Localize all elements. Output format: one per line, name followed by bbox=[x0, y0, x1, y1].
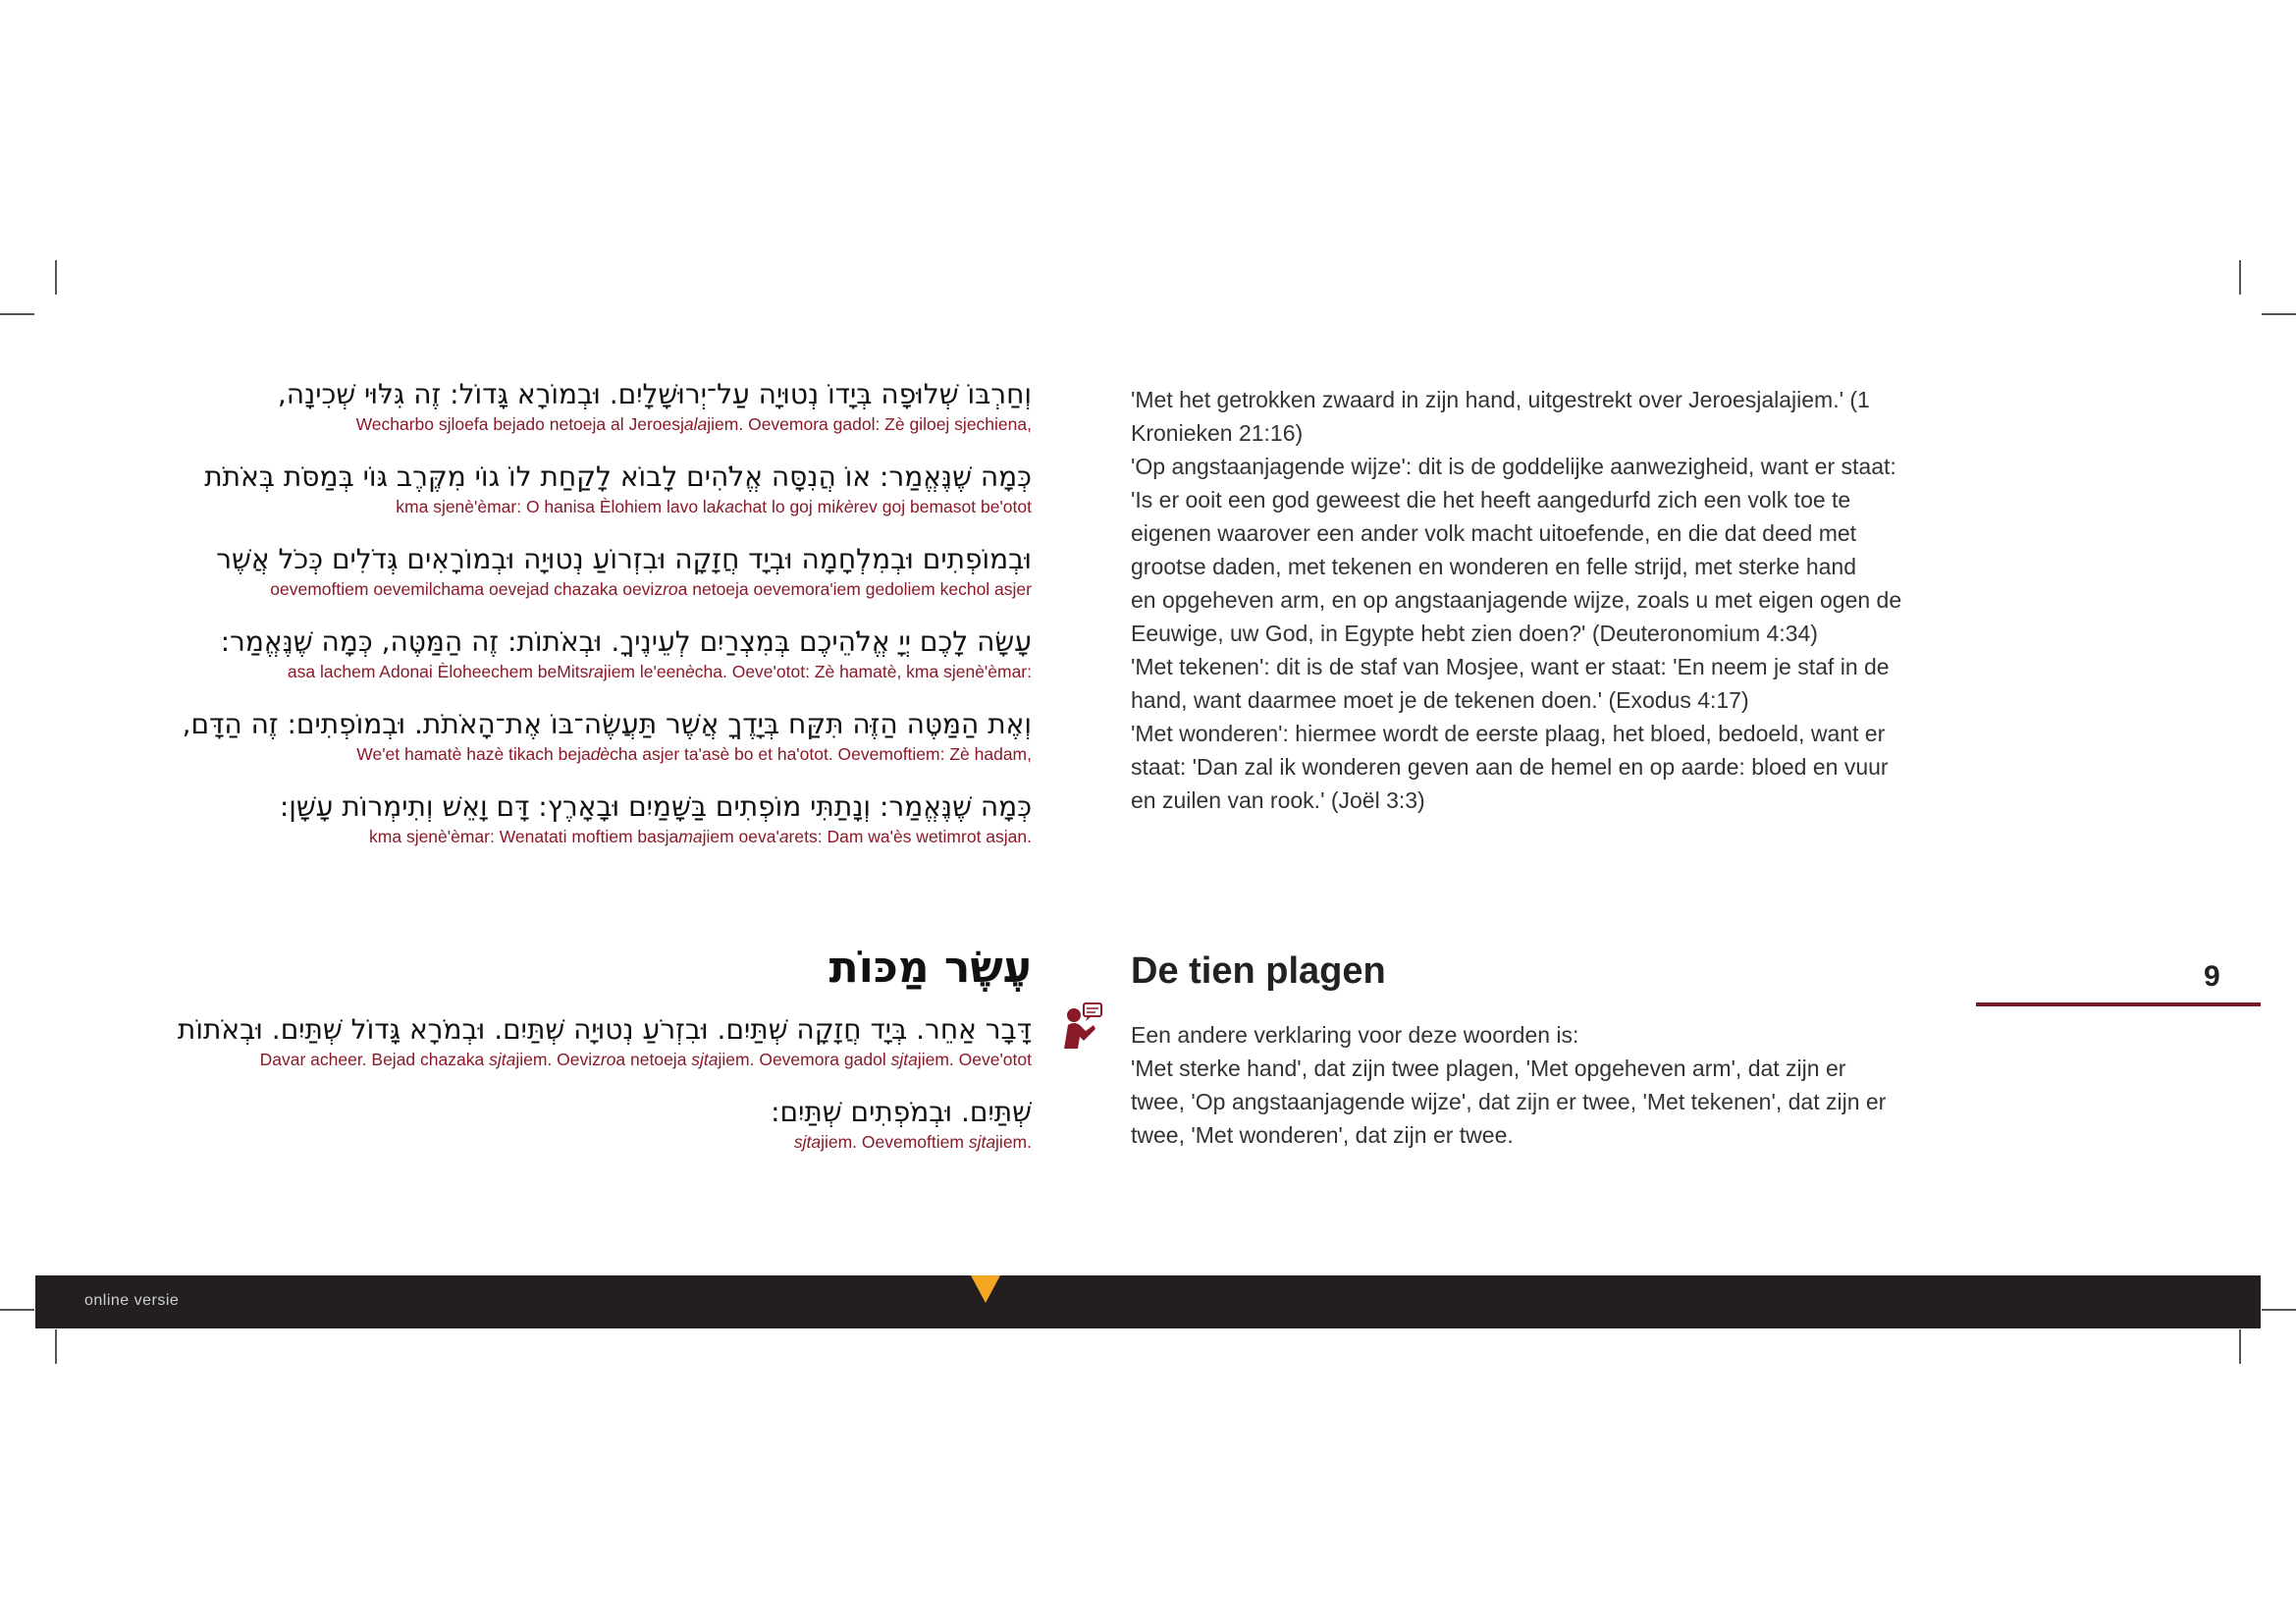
crop-mark bbox=[0, 1309, 34, 1311]
page-number: 9 bbox=[2204, 960, 2220, 993]
dutch-line: staat: 'Dan zal ik wonderen geven aan de hemel en op aarde: bloed en vuur bbox=[1131, 754, 1889, 780]
hebrew-text-block bbox=[183, 376, 1032, 871]
transliteration-line: Davar acheer. Bejad chazaka sjtajiem. Oevizroa netoeja sjtajiem. Oevemora gadol sjtajiem. Oeve'otot bbox=[259, 1050, 1032, 1069]
hebrew-line: עָשָׂה לָכֶם יְיָ אֱלֹהֵיכֶם בְּמִצְרַיִם לְעֵינֶיךָ. וּבְאֹתוֹת: זֶה הַמַּטֶּה, כְּמָה שֶׁנֶּאֱמַר: bbox=[220, 625, 1032, 658]
hebrew-line: שְׁתַּיִם. וּבְמֹפְתִים שְׁתַּיִם: bbox=[771, 1096, 1032, 1128]
section-title-hebrew: עֶשֶׂר מַכּוֹת bbox=[828, 943, 1032, 993]
dutch-line: Een andere verklaring voor deze woorden is: bbox=[1131, 1022, 1579, 1048]
transliteration-line: Wecharbo sjloefa bejado netoeja al Jeroesjalajiem. Oevemora gadol: Zè giloej sjechiena, bbox=[355, 414, 1032, 434]
transliteration-line: kma sjenè'èmar: Wenatati moftiem basjamajiem oeva'arets: Dam wa'ès wetimrot asjan. bbox=[369, 827, 1032, 846]
hebrew-line: דָּבָר אַחֵר. בְּיָד חֲזָקָה שְׁתַּיִם. וּבִזְרֹעַ נְטוּיָה שְׁתַּיִם. וּבְמֹרָא גָּדוֹל שְׁתַּיִם. וּבְאֹתוֹת bbox=[177, 1013, 1032, 1046]
hebrew-line: וּבְמוֹפְתִים וּבְמִלְחָמָה וּבְיָד חֲזָקָה וּבִזְרוֹעַ נְטוּיָה וּבְמוֹרָאִים גְּדֹלִים כְּכֹל אֲשֶׁר bbox=[216, 543, 1032, 575]
hebrew-line: וְחַרְבּוֹ שְׁלוּפָה בְּיָדוֹ נְטוּיָה עַל־יְרוּשָׁלָיִם. וּבְמוֹרָא גָּדוֹל: זֶה גִּלּוּי שְׁכִינָה, bbox=[277, 378, 1032, 410]
dutch-line: 'Is er ooit een god geweest die het heeft aangedurfd zich een volk toe te bbox=[1131, 487, 1851, 513]
dutch-commentary bbox=[1131, 383, 1916, 817]
transliteration-line: We'et hamatè hazè tikach bejadècha asjer ta'asè bo et ha'otot. Oevemoftiem: Zè hadam, bbox=[356, 744, 1032, 764]
hebrew-line: כְּמָה שֶׁנֶּאֱמַר: וְנָתַתִּי מוֹפְתִים בַּשָּׁמַיִם וּבָאָרֶץ: דָּם וָאֵשׁ וְתִימְרוֹת עָשָׁן: bbox=[279, 790, 1032, 823]
dutch-line: 'Op angstaanjagende wijze': dit is de goddelijke aanwezigheid, want er staat: bbox=[1131, 454, 1896, 479]
crop-mark bbox=[0, 313, 34, 315]
hebrew-text-block-2 bbox=[178, 1011, 1032, 1176]
dutch-line: en opgeheven arm, en op angstaanjagende wijze, zoals u met eigen ogen de bbox=[1131, 587, 1902, 613]
crop-mark bbox=[2262, 1309, 2296, 1311]
footer-marker bbox=[971, 1275, 1000, 1303]
dutch-line: 'Met wonderen': hiermee wordt de eerste plaag, het bloed, bedoeld, want er bbox=[1131, 721, 1886, 746]
crop-mark bbox=[2239, 1329, 2241, 1364]
dutch-line: 'Met het getrokken zwaard in zijn hand, uitgestrekt over Jeroesjalajiem.' (1 bbox=[1131, 387, 1870, 412]
dutch-line: 'Met tekenen': dit is de staf van Mosjee, want er staat: 'En neem je staf in de bbox=[1131, 654, 1890, 679]
page-number-rule bbox=[1976, 1002, 2261, 1006]
speaker-icon bbox=[1060, 1001, 1103, 1051]
dutch-line: twee, 'Op angstaanjagende wijze', dat zijn er twee, 'Met tekenen', dat zijn er bbox=[1131, 1089, 1887, 1114]
footer-label: online versie bbox=[84, 1292, 180, 1309]
hebrew-line: וְאֶת הַמַּטֶּה הַזֶּה תִּקַּח בְּיָדֶךָ אֲשֶׁר תַּעֲשֶׂה־בּוֹ אֶת־הָאֹתֹת. וּבְמוֹפְתִים: זֶה הַדָּם, bbox=[182, 708, 1032, 740]
transliteration-line: asa lachem Adonai Èloheechem beMitsrajiem le'eenècha. Oeve'otot: Zè hamatè, kma sjenè'èmar: bbox=[287, 662, 1032, 681]
dutch-line: hand, want daarmee moet je de tekenen doen.' (Exodus 4:17) bbox=[1131, 687, 1749, 713]
transliteration-line: sjtajiem. Oevemoftiem sjtajiem. bbox=[793, 1132, 1032, 1152]
dutch-line: twee, 'Met wonderen', dat zijn er twee. bbox=[1131, 1122, 1514, 1148]
transliteration-line: kma sjenè'èmar: O hanisa Èlohiem lavo lakachat lo goj mikèrev goj bemasot be'otot bbox=[396, 497, 1032, 516]
dutch-line: Kronieken 21:16) bbox=[1131, 420, 1304, 446]
transliteration-line: oevemoftiem oevemilchama oevejad chazaka oevizroa netoeja oevemora'iem gedoliem kechol asjer bbox=[270, 579, 1032, 599]
crop-mark bbox=[55, 1329, 57, 1364]
dutch-line: Eeuwige, uw God, in Egypte hebt zien doen?' (Deuteronomium 4:34) bbox=[1131, 621, 1818, 646]
dutch-line: eigenen waarover een ander volk macht uitoefende, en die dat deed met bbox=[1131, 520, 1857, 546]
dutch-line: 'Met sterke hand', dat zijn twee plagen, 'Met opgeheven arm', dat zijn er bbox=[1131, 1056, 1846, 1081]
section-title-dutch: De tien plagen bbox=[1131, 950, 1386, 992]
hebrew-line: כְּמָה שֶׁנֶּאֱמַר: אוֹ הֲנִסָּה אֱלֹהִים לָבוֹא לָקַחַת לוֹ גוֹי מִקֶּרֶב גּוֹי בְּמַסֹּת בְּאֹתֹת bbox=[204, 460, 1032, 493]
dutch-line: grootse daden, met tekenen en wonderen en felle strijd, met sterke hand bbox=[1131, 554, 1857, 579]
dutch-commentary-2 bbox=[1131, 1018, 1916, 1152]
dutch-line: en zuilen van rook.' (Joël 3:3) bbox=[1131, 787, 1425, 813]
crop-mark bbox=[2262, 313, 2296, 315]
footer-bar bbox=[35, 1275, 2261, 1328]
crop-mark bbox=[55, 260, 57, 295]
crop-mark bbox=[2239, 260, 2241, 295]
